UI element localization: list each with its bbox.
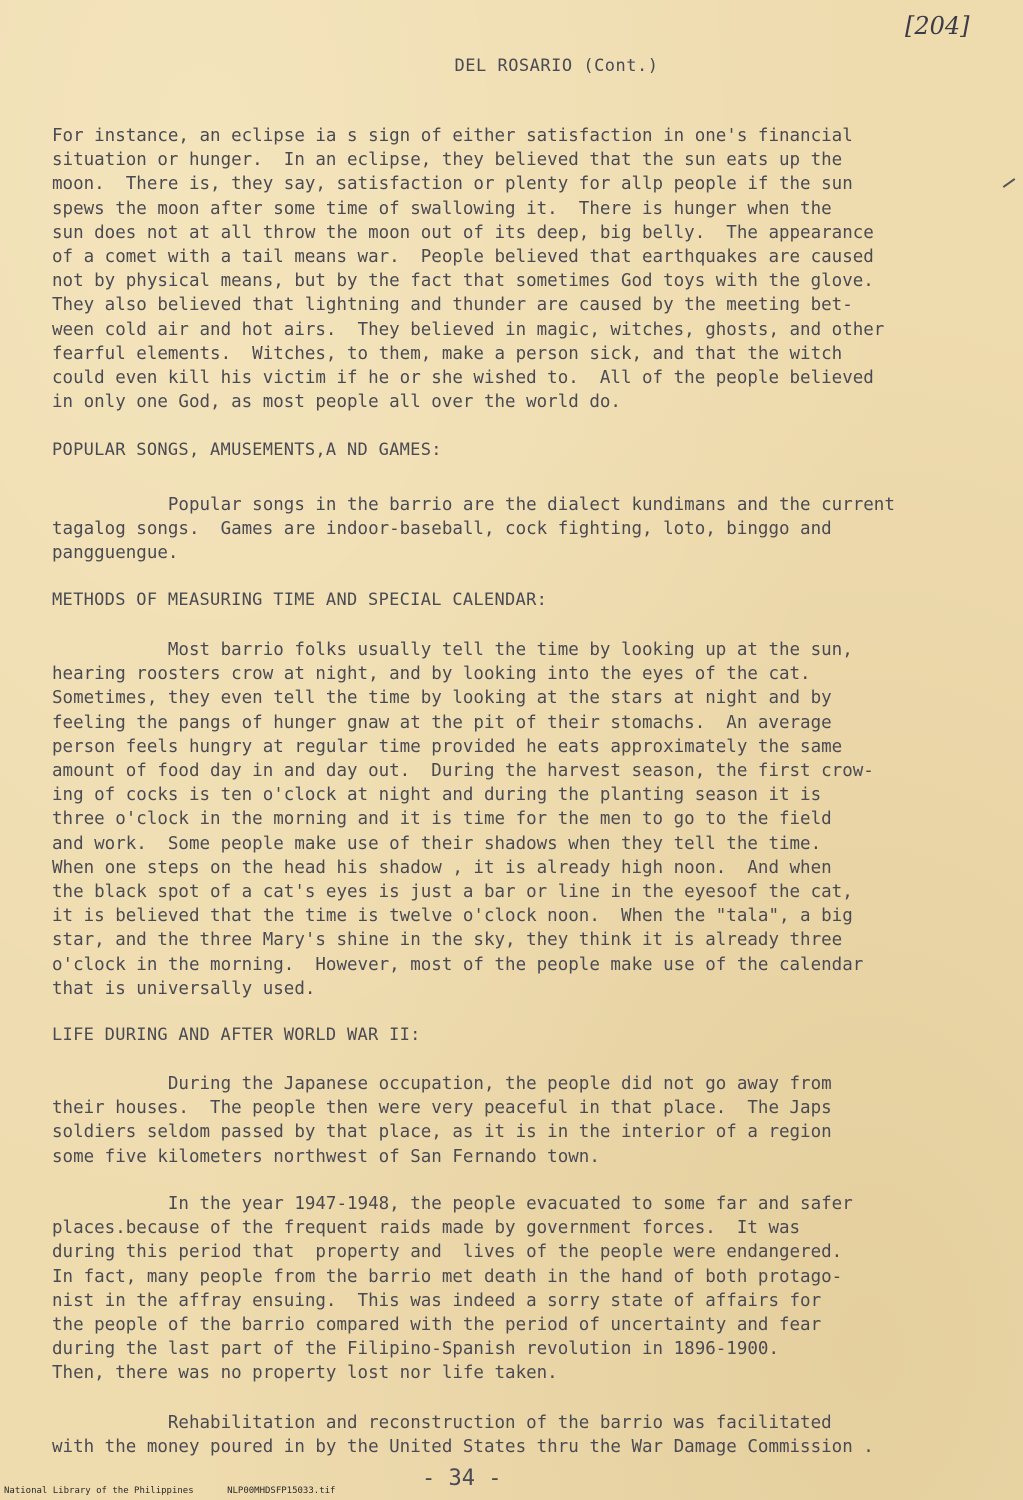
paragraph-occupation [52,1072,1007,1169]
paragraph-rehabilitation [52,1411,1007,1459]
text-line: nist in the affray ensuing. This was indeed a sorry state of affairs for [52,1290,822,1311]
heading-time: METHODS OF MEASURING TIME AND SPECIAL CALENDAR: [52,590,548,610]
footer-library: National Library of the Philippines [4,1486,194,1496]
text-line: star, and the three Mary's shine in the sky, they think it is already three [52,930,843,951]
text-line: places.because of the frequent raids made by government forces. It was [52,1218,801,1239]
text-line: the black spot of a cat's eyes is just a bar or line in the eyesoof the cat, [52,882,853,903]
text-line: For instance, an eclipse ia s sign of either satisfaction in one's financial [52,126,853,146]
text-line: During the Japanese occupation, the people did not go away from [52,1074,832,1094]
handwritten-page-stamp: [204] [905,12,970,40]
text-line: person feels hungry at regular time provided he eats approximately the same [52,736,843,757]
text-line: Most barrio folks usually tell the time by looking up at the sun, [52,640,853,660]
text-line: fearful elements. Witches, to them, make a person sick, and that the witch [52,343,843,364]
text-line: moon. There is, they say, satisfaction or plenty for allp people if the sun [52,174,853,195]
text-line: ing of cocks is ten o'clock at night and during the planting season it is [52,785,822,806]
text-line: and work. Some people make use of their shadows when they tell the time. [52,833,822,854]
text-line: spews the moon after some time of swallowing it. There is hunger when the [52,198,832,219]
text-line: In fact, many people from the barrio met death in the hand of both protago- [52,1266,843,1287]
text-line: Then, there was no property lost nor life taken. [52,1363,558,1384]
text-line: Rehabilitation and reconstruction of the barrio was facilitated [52,1413,832,1433]
text-line: Popular songs in the barrio are the dialect kundimans and the current [52,495,895,515]
text-line: situation or hunger. In an eclipse, they believed that the sun eats up the [52,150,843,171]
text-line: tagalog songs. Games are indoor-baseball, cock fighting, loto, binggo and [52,519,832,540]
text-line: When one steps on the head his shadow , it is already high noon. And when [52,857,832,878]
text-line: In the year 1947-1948, the people evacuated to some far and safer [52,1194,853,1214]
text-line: Sometimes, they even tell the time by looking at the stars at night and by [52,688,832,709]
text-line: ween cold air and hot airs. They believed in magic, witches, ghosts, and other [52,319,885,340]
page-number: - 34 - [422,1466,502,1491]
heading-songs: POPULAR SONGS, AMUSEMENTS,A ND GAMES: [52,440,442,460]
text-line: sun does not at all throw the moon out of its deep, big belly. The appearance [52,222,874,243]
paragraph-beliefs [52,124,1007,414]
text-line: during the last part of the Filipino-Spanish revolution in 1896-1900. [52,1339,779,1360]
text-line: They also believed that lightning and thunder are caused by the meeting bet- [52,295,853,316]
heading-war: LIFE DURING AND AFTER WORLD WAR II: [52,1025,421,1045]
text-line: pangguengue. [52,543,179,564]
paragraph-evacuation [52,1192,1007,1386]
text-line: in only one God, as most people all over the world do. [52,392,621,413]
text-line: not by physical means, but by the fact that sometimes God toys with the glove. [52,271,874,292]
text-line: that is universally used. [52,978,316,999]
text-line: could even kill his victim if he or she wished to. All of the people believed [52,368,874,389]
footer-line [0,1486,1023,1496]
text-line: with the money poured in by the United States thru the War Damage Commission . [52,1437,874,1458]
text-line: during this period that property and lives of the people were endangered. [52,1242,843,1263]
text-line: the people of the barrio compared with the period of uncertainty and fear [52,1315,822,1336]
text-line: three o'clock in the morning and it is time for the men to go to the field [52,809,832,830]
text-line: feeling the pangs of hunger gnaw at the pit of their stomachs. An average [52,712,832,733]
footer-file-id: NLP00MHDSFP15033.tif [227,1486,336,1496]
paragraph-songs [52,493,1007,566]
text-line: soldiers seldom passed by that place, as it is in the interior of a region [52,1122,832,1143]
text-line: o'clock in the morning. However, most of the people make use of the calendar [52,954,864,975]
header-title: DEL ROSARIO (Cont.) [454,56,659,76]
paragraph-time [52,638,1007,1001]
text-line: their houses. The people then were very peaceful in that place. The Japs [52,1098,832,1119]
text-line: it is believed that the time is twelve o'clock noon. When the "tala", a big [52,906,853,927]
text-line: hearing roosters crow at night, and by looking into the eyes of the cat. [52,664,811,685]
text-line: of a comet with a tail means war. People believed that earthquakes are caused [52,247,874,268]
text-line: some five kilometers northwest of San Fernando town. [52,1146,600,1167]
text-line: amount of food day in and day out. During the harvest season, the first crow- [52,761,874,782]
